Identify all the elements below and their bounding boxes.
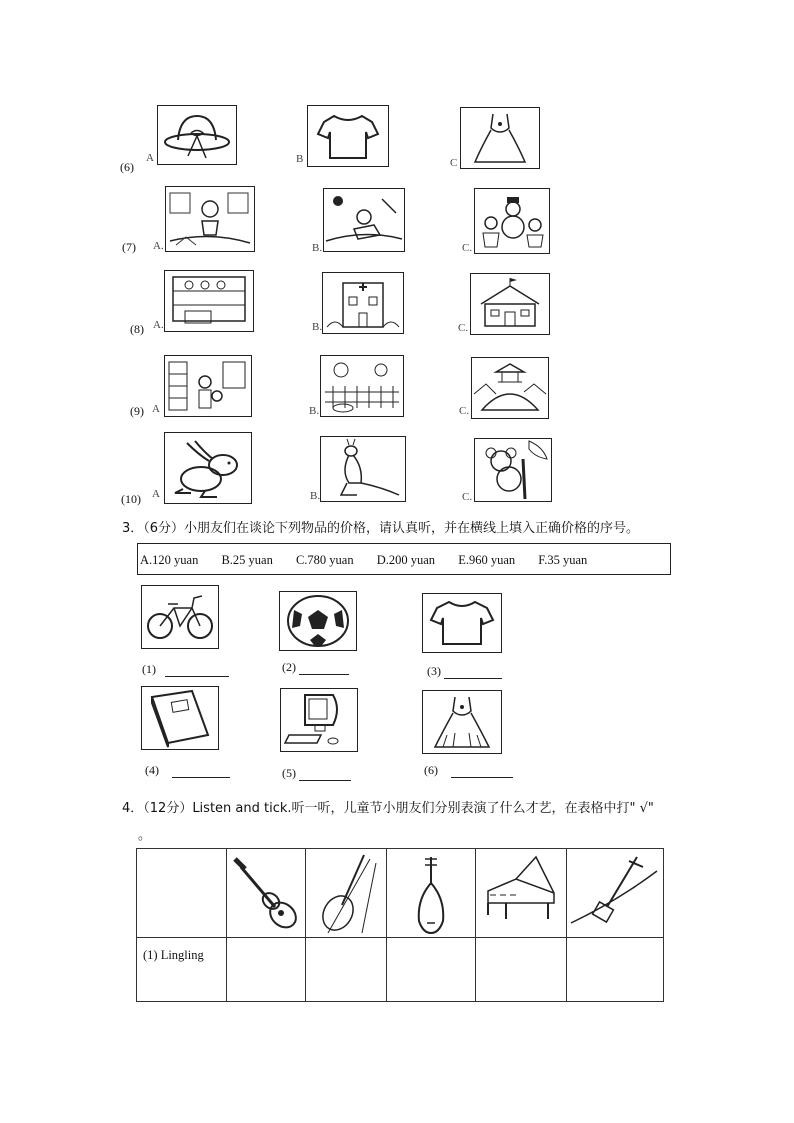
tick-cell[interactable] — [476, 938, 567, 1002]
tick-cell[interactable] — [567, 938, 664, 1002]
dress-item-picture — [422, 690, 502, 754]
question-number: (9) — [130, 404, 144, 418]
computer-picture — [280, 688, 358, 752]
answer-item-5 — [282, 766, 351, 781]
option-label: A — [152, 488, 160, 500]
option-label: A — [152, 403, 160, 415]
price-option: A.120 yuan — [140, 553, 199, 567]
answer-item-1 — [142, 662, 229, 677]
answer-blank[interactable] — [299, 662, 349, 675]
section-4-title: 4．（12分）Listen and tick.听一听，儿童节小朋友们分别表演了什么才艺，在表格中打" √" — [122, 801, 654, 816]
answer-blank[interactable] — [165, 664, 229, 677]
question-number: (8) — [130, 322, 144, 336]
guitar-header-cell — [227, 849, 306, 938]
answer-blank[interactable] — [451, 765, 513, 778]
answer-blank[interactable] — [172, 765, 230, 778]
book-icon — [142, 687, 218, 749]
price-option: D.200 yuan — [376, 553, 436, 567]
item-label: (2) — [282, 660, 296, 674]
computer-icon — [281, 689, 357, 751]
answer-blank[interactable] — [299, 768, 351, 781]
violin-icon — [306, 849, 386, 937]
kids-park-scene-icon — [166, 187, 254, 251]
option-label: C. — [462, 491, 473, 503]
piano-header-cell — [476, 849, 567, 938]
option-label: C. — [458, 322, 469, 334]
tshirt-picture[interactable] — [307, 105, 389, 167]
answer-blank[interactable] — [444, 666, 502, 679]
answer-item-3 — [427, 664, 502, 679]
football-icon — [280, 592, 356, 650]
option-label: B. — [309, 405, 320, 417]
section-3-title: 3．（6分）小朋友们在谈论下列物品的价格，请认真听，并在横线上填入正确价格的序号。 — [122, 521, 640, 536]
pipa-header-cell — [387, 849, 476, 938]
park-scene-picture[interactable] — [165, 186, 255, 252]
library-picture[interactable] — [164, 355, 252, 417]
school-building-icon — [471, 274, 549, 334]
kids-beach-scene-icon — [324, 189, 404, 251]
answer-item-6 — [424, 763, 513, 778]
question-number: (6) — [120, 160, 134, 174]
hospital-building-icon — [323, 273, 403, 333]
rabbit-picture[interactable] — [164, 432, 252, 504]
rabbit-icon — [165, 433, 251, 503]
answer-item-2 — [282, 660, 349, 675]
hat-icon — [158, 106, 236, 164]
price-option: C.780 yuan — [295, 553, 354, 567]
kangaroo-picture[interactable] — [320, 436, 406, 502]
library-room-icon — [165, 356, 251, 416]
tshirt-item-picture — [422, 593, 502, 653]
koala-picture[interactable] — [474, 438, 552, 502]
tick-cell[interactable] — [387, 938, 476, 1002]
kangaroo-icon — [321, 437, 405, 501]
toy-shop-icon — [165, 271, 253, 331]
pavilion-picture[interactable] — [471, 357, 549, 419]
dress-icon — [461, 108, 539, 168]
hospital-picture[interactable] — [322, 272, 404, 334]
option-label: B. — [310, 490, 321, 502]
option-label: C. — [459, 405, 470, 417]
price-option: B.25 yuan — [221, 553, 273, 567]
header-empty-cell — [137, 849, 227, 938]
option-label: A. — [153, 319, 164, 331]
price-option: F.35 yuan — [538, 553, 588, 567]
option-label: B — [296, 153, 304, 165]
tick-cell[interactable] — [227, 938, 306, 1002]
answer-item-4 — [145, 763, 230, 778]
dress-picture[interactable] — [460, 107, 540, 169]
school-picture[interactable] — [470, 273, 550, 335]
hat-picture[interactable] — [157, 105, 237, 165]
price-option: E.960 yuan — [458, 553, 516, 567]
zoo-fence-icon — [321, 356, 403, 416]
beach-scene-picture[interactable] — [323, 188, 405, 252]
option-label: B. — [312, 321, 323, 333]
pipa-icon — [387, 849, 475, 937]
option-label: B. — [312, 242, 323, 254]
option-label: C — [450, 157, 458, 169]
tick-table — [136, 848, 664, 1002]
book-picture — [141, 686, 219, 750]
price-options-box — [137, 543, 671, 575]
tshirt-icon — [423, 594, 501, 652]
tshirt-icon — [308, 106, 388, 166]
bicycle-picture — [141, 585, 219, 649]
item-label: (3) — [427, 664, 441, 678]
question-number: (7) — [122, 240, 136, 254]
bicycle-icon — [142, 586, 218, 648]
pavilion-hill-icon — [472, 358, 548, 418]
football-picture — [279, 591, 357, 651]
item-label: (6) — [424, 763, 438, 777]
kids-snowman-scene-icon — [475, 189, 549, 253]
item-label: (4) — [145, 763, 159, 777]
guitar-icon — [227, 849, 305, 937]
student-name: (1) Lingling — [143, 948, 204, 962]
piano-icon — [476, 849, 566, 937]
item-label: (5) — [282, 766, 296, 780]
item-label: (1) — [142, 662, 156, 676]
koala-icon — [475, 439, 551, 501]
option-label: A. — [153, 240, 164, 252]
row-label-cell — [137, 938, 227, 1002]
erhu-icon — [567, 849, 663, 937]
zoo-picture[interactable] — [320, 355, 404, 417]
toy-shop-picture[interactable] — [164, 270, 254, 332]
dress-icon — [423, 691, 501, 753]
option-label: A — [146, 152, 154, 164]
section-4-title-end: 。 — [138, 828, 152, 843]
question-number: (10) — [121, 492, 141, 506]
tick-cell[interactable] — [306, 938, 387, 1002]
snowman-scene-picture[interactable] — [474, 188, 550, 254]
erhu-header-cell — [567, 849, 664, 938]
violin-header-cell — [306, 849, 387, 938]
option-label: C. — [462, 242, 473, 254]
